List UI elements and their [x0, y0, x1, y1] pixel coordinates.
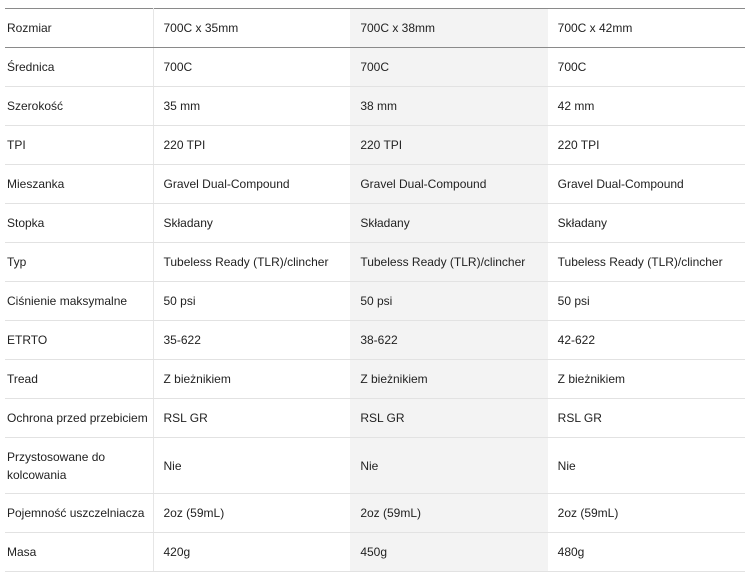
cell-size-2: Z bieżnikiem: [350, 360, 547, 399]
row-label: TPI: [5, 126, 153, 165]
table-row: [5, 360, 745, 399]
cell-size-2: 220 TPI: [350, 126, 547, 165]
table-body: [5, 48, 745, 572]
cell-size-2: 38 mm: [350, 87, 547, 126]
cell-size-2: Tubeless Ready (TLR)/clincher: [350, 243, 547, 282]
cell-size-1: Składany: [153, 204, 350, 243]
header-label: Rozmiar: [5, 9, 153, 48]
cell-size-3: Z bieżnikiem: [548, 360, 745, 399]
table-row: [5, 533, 745, 572]
cell-size-3: Składany: [548, 204, 745, 243]
cell-size-1: 35-622: [153, 321, 350, 360]
cell-size-1: 700C: [153, 48, 350, 87]
cell-size-3: 700C: [548, 48, 745, 87]
row-label: Ciśnienie maksymalne: [5, 282, 153, 321]
cell-size-2: 2oz (59mL): [350, 494, 547, 533]
table-row: [5, 494, 745, 533]
cell-size-2: 450g: [350, 533, 547, 572]
header-size-1: 700C x 35mm: [153, 9, 350, 48]
cell-size-1: Nie: [153, 438, 350, 494]
cell-size-3: RSL GR: [548, 399, 745, 438]
cell-size-3: 42-622: [548, 321, 745, 360]
cell-size-1: 420g: [153, 533, 350, 572]
cell-size-1: 220 TPI: [153, 126, 350, 165]
row-label: Stopka: [5, 204, 153, 243]
cell-size-2: 700C: [350, 48, 547, 87]
row-label: Typ: [5, 243, 153, 282]
cell-size-3: Nie: [548, 438, 745, 494]
header-size-3: 700C x 42mm: [548, 9, 745, 48]
cell-size-2: Nie: [350, 438, 547, 494]
cell-size-3: 220 TPI: [548, 126, 745, 165]
cell-size-3: 2oz (59mL): [548, 494, 745, 533]
table-row: [5, 204, 745, 243]
cell-size-2: 50 psi: [350, 282, 547, 321]
cell-size-1: 2oz (59mL): [153, 494, 350, 533]
cell-size-1: Tubeless Ready (TLR)/clincher: [153, 243, 350, 282]
table-row: [5, 321, 745, 360]
cell-size-3: Tubeless Ready (TLR)/clincher: [548, 243, 745, 282]
cell-size-2: Gravel Dual-Compound: [350, 165, 547, 204]
row-label: Tread: [5, 360, 153, 399]
cell-size-1: RSL GR: [153, 399, 350, 438]
row-label: Mieszanka: [5, 165, 153, 204]
table-row: [5, 165, 745, 204]
table-row: [5, 48, 745, 87]
table-row: [5, 126, 745, 165]
table-header: [5, 9, 745, 48]
row-label: ETRTO: [5, 321, 153, 360]
table-row: [5, 282, 745, 321]
cell-size-3: 42 mm: [548, 87, 745, 126]
table-row: [5, 87, 745, 126]
row-label: Przystosowane do kolcowania: [5, 438, 153, 494]
spec-table: [5, 8, 745, 572]
row-label: Ochrona przed przebiciem: [5, 399, 153, 438]
cell-size-2: 38-622: [350, 321, 547, 360]
header-row: [5, 9, 745, 48]
row-label: Średnica: [5, 48, 153, 87]
cell-size-1: 35 mm: [153, 87, 350, 126]
row-label: Masa: [5, 533, 153, 572]
cell-size-3: 480g: [548, 533, 745, 572]
cell-size-3: 50 psi: [548, 282, 745, 321]
row-label: Pojemność uszczelniacza: [5, 494, 153, 533]
cell-size-1: Z bieżnikiem: [153, 360, 350, 399]
table-row: [5, 243, 745, 282]
cell-size-1: Gravel Dual-Compound: [153, 165, 350, 204]
table-row: [5, 399, 745, 438]
header-size-2: 700C x 38mm: [350, 9, 547, 48]
table-row: [5, 438, 745, 494]
cell-size-3: Gravel Dual-Compound: [548, 165, 745, 204]
cell-size-1: 50 psi: [153, 282, 350, 321]
cell-size-2: RSL GR: [350, 399, 547, 438]
row-label: Szerokość: [5, 87, 153, 126]
cell-size-2: Składany: [350, 204, 547, 243]
